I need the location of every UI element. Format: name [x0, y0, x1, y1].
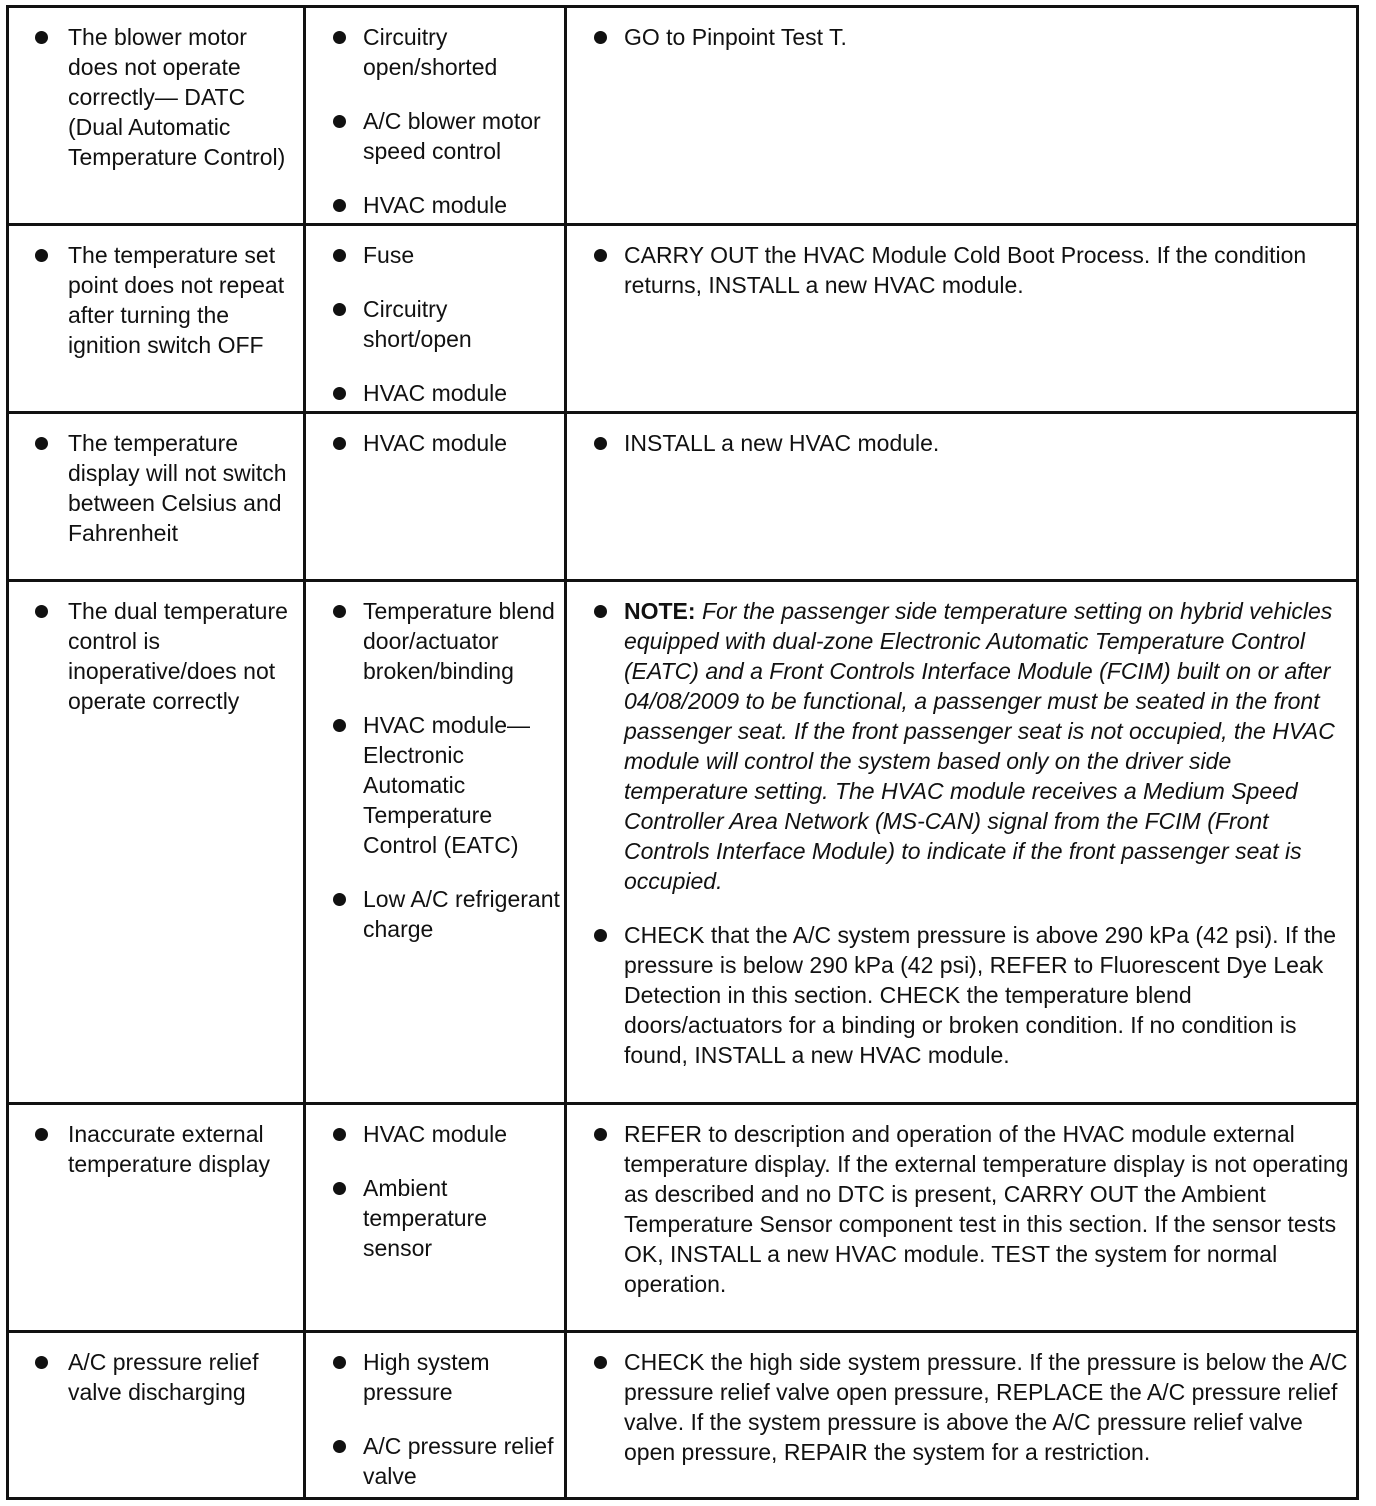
source-cell — [305, 413, 566, 581]
list-item — [306, 710, 564, 860]
source-cell — [305, 581, 566, 1104]
source-text: Circuitry short/open — [363, 296, 472, 352]
bullet-icon — [333, 1356, 346, 1369]
condition-cell — [8, 1104, 305, 1332]
source-text: Temperature blend door/actuator broken/binding — [363, 598, 555, 684]
source-text: Circuitry open/shorted — [363, 24, 498, 80]
list-item — [567, 22, 1356, 52]
list-item — [567, 240, 1356, 300]
list-item — [306, 1119, 564, 1149]
condition-cell — [8, 1332, 305, 1499]
action-cell — [566, 7, 1358, 225]
source-cell — [305, 7, 566, 225]
bullet-icon — [594, 1356, 607, 1369]
source-cell — [305, 1104, 566, 1332]
source-text: Ambient temperature sensor — [363, 1175, 488, 1261]
source-text: HVAC module — [363, 1121, 508, 1147]
table-row — [8, 581, 1358, 1104]
bullet-icon — [333, 437, 346, 450]
action-text: GO to Pinpoint Test T. — [624, 24, 847, 50]
source-text: High system pressure — [363, 1349, 490, 1405]
condition-cell — [8, 413, 305, 581]
bullet-icon — [333, 303, 346, 316]
list-item — [9, 428, 303, 548]
source-text: Low A/C refrigerant charge — [363, 886, 560, 942]
bullet-icon — [333, 605, 346, 618]
bullet-icon — [333, 1128, 346, 1141]
bullet-icon — [333, 1440, 346, 1453]
condition-cell — [8, 225, 305, 413]
source-cell — [305, 1332, 566, 1499]
source-cell — [305, 225, 566, 413]
action-text: INSTALL a new HVAC module. — [624, 430, 940, 456]
list-item — [306, 884, 564, 944]
list-item — [306, 106, 564, 166]
list-item — [9, 596, 303, 716]
list-item — [306, 240, 564, 270]
bullet-icon — [594, 249, 607, 262]
bullet-icon — [333, 199, 346, 212]
source-text: A/C pressure relief valve — [363, 1433, 554, 1489]
list-item — [9, 1119, 303, 1179]
list-item — [306, 1431, 564, 1491]
action-text: REFER to description and operation of the HVAC module external temperature display. If the external temperature display is not operating as described and no DTC is present, CARRY OUT the Ambient Temperature Sensor component test in this section. If the sensor tests OK, INSTALL a new HVAC module. TEST the system for normal operation. — [624, 1121, 1349, 1297]
source-text: Fuse — [363, 242, 415, 268]
bullet-icon — [35, 1128, 48, 1141]
table-row — [8, 413, 1358, 581]
action-cell — [566, 1104, 1358, 1332]
bullet-icon — [35, 249, 48, 262]
list-item — [9, 240, 303, 360]
condition-text: The temperature set point does not repeat after turning the ignition switch OFF — [68, 242, 285, 358]
list-item — [306, 378, 564, 408]
bullet-icon — [333, 893, 346, 906]
action-cell — [566, 413, 1358, 581]
table-row — [8, 1104, 1358, 1332]
list-item — [567, 1119, 1356, 1299]
bullet-icon — [35, 1356, 48, 1369]
bullet-icon — [594, 437, 607, 450]
list-item — [306, 1347, 564, 1407]
bullet-icon — [333, 1182, 346, 1195]
condition-text: Inaccurate external temperature display — [68, 1121, 270, 1177]
list-item — [567, 920, 1356, 1070]
bullet-icon — [594, 31, 607, 44]
action-cell — [566, 1332, 1358, 1499]
list-item — [567, 1347, 1356, 1467]
list-item — [306, 22, 564, 82]
note-text: For the passenger side temperature setting on hybrid vehicles equipped with dual-zone Electronic Automatic Temperature Control (EATC) and a Front Controls Interface Module (FCIM) built on or after 04/08/2009 to be functional, a passenger must be seated in the front passenger seat. If the front passenger seat is not occupied, the HVAC module will control the system based only on the driver side temperature setting. The HVAC module receives a Medium Speed Controller Area Network (MS-CAN) signal from the FCIM (Front Controls Interface Module) to indicate if the front passenger seat is occupied. — [624, 598, 1335, 894]
table-row — [8, 1332, 1358, 1499]
source-text: HVAC module — [363, 430, 508, 456]
bullet-icon — [333, 115, 346, 128]
diagnosis-table — [6, 5, 1359, 1500]
condition-text: The temperature display will not switch between Celsius and Fahrenheit — [68, 430, 287, 546]
table-row — [8, 225, 1358, 413]
list-item — [306, 1173, 564, 1263]
bullet-icon — [594, 929, 607, 942]
bullet-icon — [35, 437, 48, 450]
action-text: CHECK that the A/C system pressure is above 290 kPa (42 psi). If the pressure is below 290 kPa (42 psi), REFER to Fluorescent Dye Leak Detection in this section. CHECK the temperature blend doors/actuators for a binding or broken condition. If no condition is found, INSTALL a new HVAC module. — [624, 922, 1337, 1068]
condition-text: A/C pressure relief valve discharging — [68, 1349, 259, 1405]
note-label: NOTE: — [624, 598, 696, 624]
source-text: A/C blower motor speed control — [363, 108, 541, 164]
condition-cell — [8, 7, 305, 225]
table-row — [8, 7, 1358, 225]
condition-cell — [8, 581, 305, 1104]
action-text: CHECK the high side system pressure. If the pressure is below the A/C pressure relief valve open pressure, REPLACE the A/C pressure relief valve. If the system pressure is above the A/C pressure relief valve open pressure, REPAIR the system for a restriction. — [624, 1349, 1348, 1465]
source-text: HVAC module — [363, 380, 508, 406]
action-cell — [566, 225, 1358, 413]
source-text: HVAC module— Electronic Automatic Temperature Control (EATC) — [363, 712, 531, 858]
list-item — [9, 22, 303, 172]
list-item — [306, 428, 564, 458]
list-item — [567, 428, 1356, 458]
condition-text: The blower motor does not operate correctly— DATC (Dual Automatic Temperature Control) — [68, 24, 286, 170]
list-item — [306, 294, 564, 354]
action-text: CARRY OUT the HVAC Module Cold Boot Process. If the condition returns, INSTALL a new HVAC module. — [624, 242, 1307, 298]
bullet-icon — [35, 31, 48, 44]
bullet-icon — [333, 387, 346, 400]
bullet-icon — [594, 605, 607, 618]
list-item — [306, 596, 564, 686]
list-item — [306, 190, 564, 220]
condition-text: The dual temperature control is inoperative/does not operate correctly — [68, 598, 288, 714]
source-text: HVAC module — [363, 192, 508, 218]
bullet-icon — [333, 31, 346, 44]
bullet-icon — [594, 1128, 607, 1141]
list-item — [9, 1347, 303, 1407]
action-cell — [566, 581, 1358, 1104]
bullet-icon — [35, 605, 48, 618]
bullet-icon — [333, 719, 346, 732]
note-item — [567, 596, 1356, 896]
bullet-icon — [333, 249, 346, 262]
